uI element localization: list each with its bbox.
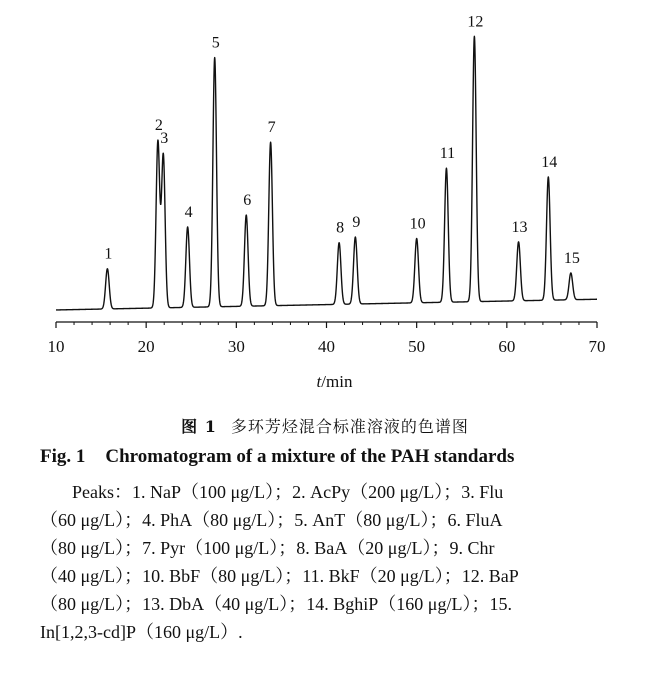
peak-label: 11 [439,145,456,163]
peak-label: 12 [467,13,484,31]
notes-line: （80 μg/L）；7. Pyr（100 μg/L）；8. BaA（20 μg/L）；9. Chr [40,538,495,558]
figure-title-en: Chromatogram of a mixture of the PAH standards [105,446,515,467]
figure-title-cn: 多环芳烃混合标准溶液的色谱图 [230,417,469,436]
notes-line: In[1,2,3-cd]P（160 μg/L）. [40,622,243,642]
peak-label: 6 [243,192,252,210]
peak-label: 7 [267,119,276,137]
peak-label: 1 [104,245,113,263]
x-tick-label: 10 [47,337,65,356]
x-axis-variable: t [316,372,322,391]
x-tick-label: 40 [318,337,335,356]
notes-line: （60 μg/L）；4. PhA（80 μg/L）；5. AnT（80 μg/L）；6. FluA [40,510,503,530]
peak-label: 2 [154,117,163,135]
peak-labels [104,13,579,267]
figure-number-en: Fig. 1 [40,446,86,467]
x-axis-ticks [48,322,606,356]
peak-legend-notes [40,478,630,646]
notes-line: Peaks：1. NaP（100 μg/L）；2. AcPy（200 μg/L）；3. Flu [72,482,504,502]
x-tick-label: 20 [137,337,155,356]
peak-label: 4 [184,203,193,221]
peak-label: 9 [352,214,361,232]
figure-caption-en [40,446,514,468]
peak-label: 8 [336,219,345,237]
peak-label: 15 [563,249,580,267]
x-tick-label: 60 [498,337,516,356]
peak-label: 10 [409,215,426,233]
chromatogram-trace [56,36,597,310]
peak-label: 5 [211,34,220,52]
peak-label: 14 [541,153,558,171]
peak-label: 3 [160,130,169,148]
x-axis-separator: / [321,372,327,391]
x-tick-label: 70 [588,337,606,356]
notes-line: （40 μg/L）；10. BbF（80 μg/L）；11. BkF（20 μg/L）；12. BaP [40,566,519,586]
x-tick-label: 30 [227,337,245,356]
figure-caption-cn [0,414,650,437]
figure-number-cn: 图 1 [181,417,217,436]
peak-label: 13 [511,218,528,236]
notes-line: （80 μg/L）；13. DbA（40 μg/L）；14. BghiP（160 μg/L）；15. [40,594,512,614]
x-tick-label: 50 [408,337,426,356]
x-axis-unit: min [326,372,353,391]
x-axis-title [317,372,353,391]
